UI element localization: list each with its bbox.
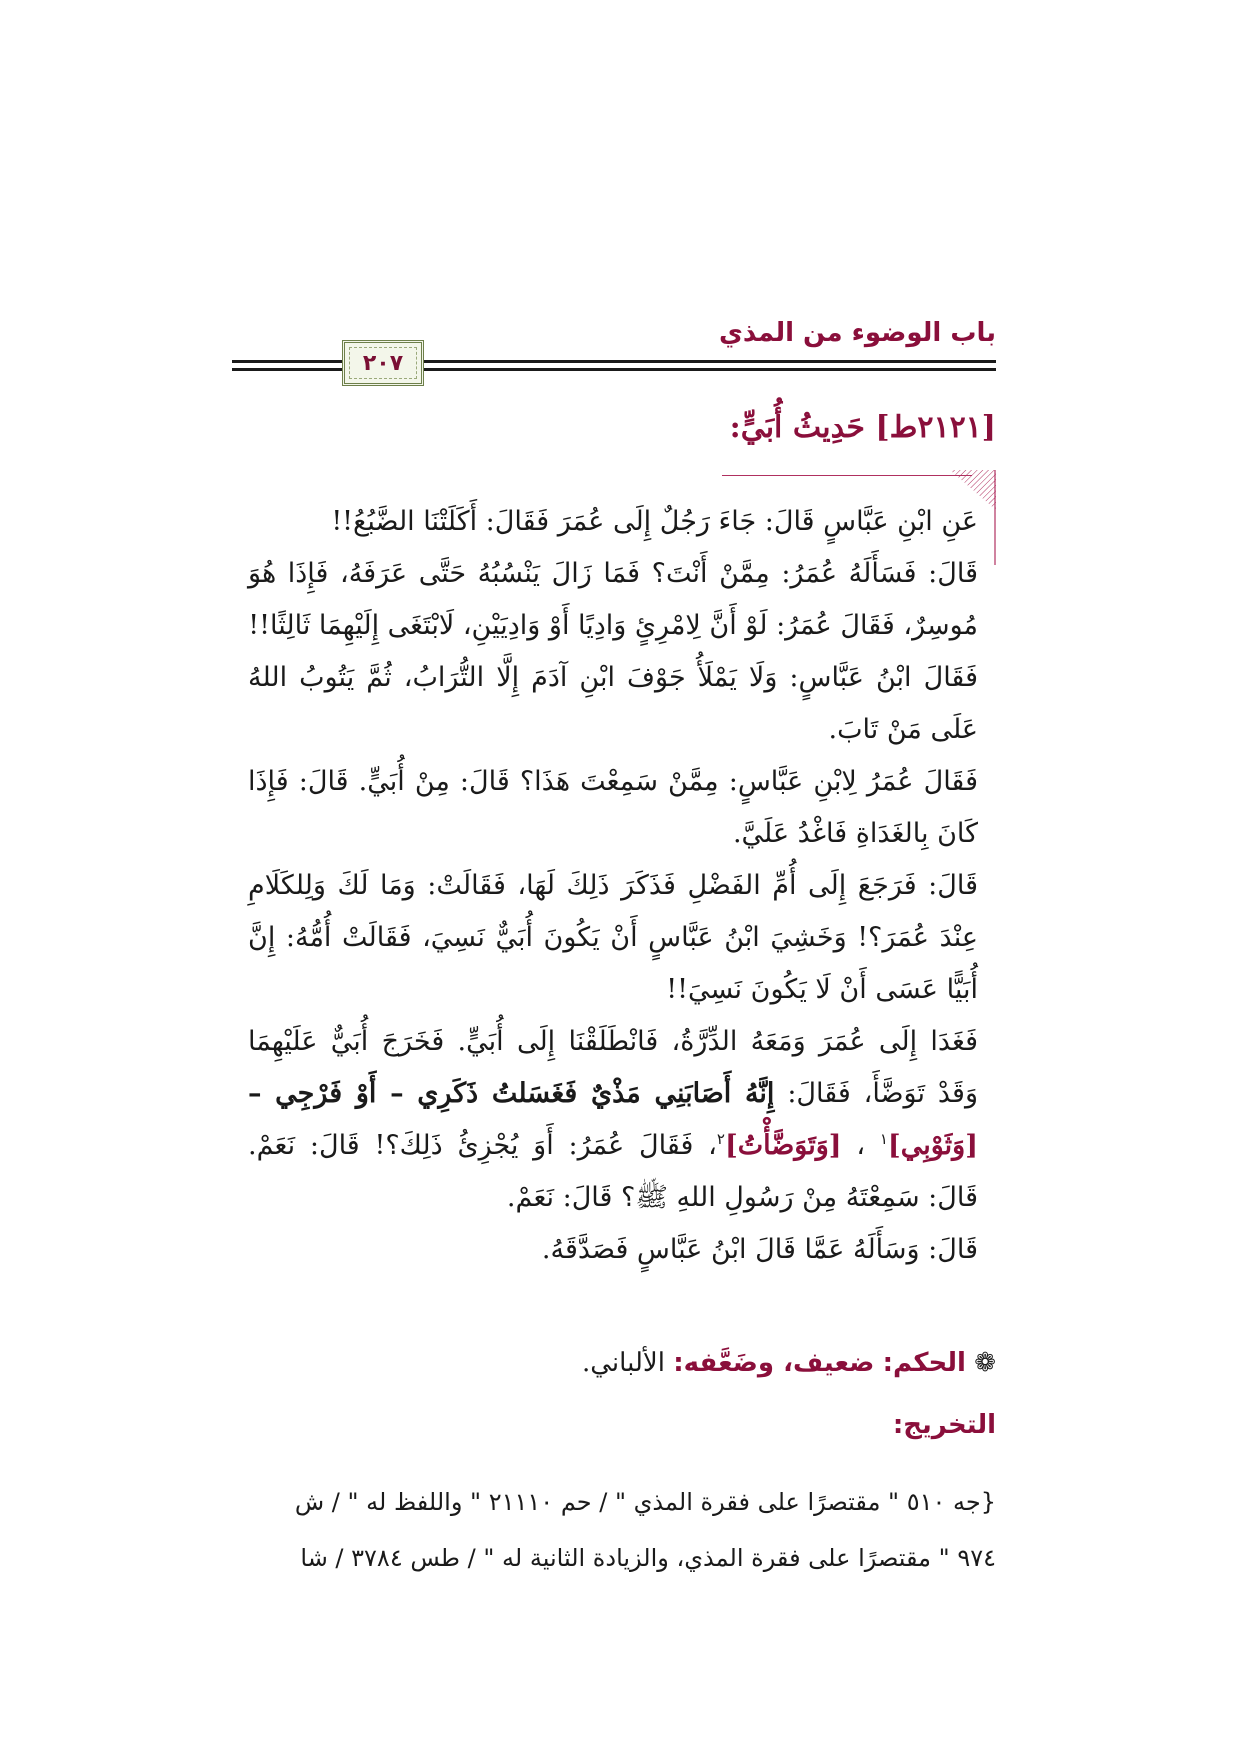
paragraph: قَالَ: فَرَجَعَ إِلَى أُمِّ الفَضْلِ فَذَكَرَ ذَلِكَ لَهَا، فَقَالَتْ: وَمَا لَكَ وَلِلكَلَامِ عِنْدَ عُمَرَ؟! وَخَشِيَ ابْنُ عَبَّاسٍ أَنْ يَكُونَ أُبَيٌّ نَسِيَ، فَقَالَتْ أُمُّهُ: إِنَّ أُبَيًّا عَسَى أَنْ لَا يَكُونَ نَسِيَ!! <box>248 870 978 1005</box>
footnote-ref[interactable]: ١ <box>879 1130 888 1148</box>
paragraph: قَالَ: وَسَأَلَهُ عَمَّا قَالَ ابْنُ عَبَّاسٍ فَصَدَّقَهُ. <box>541 1234 978 1265</box>
ruling-authority: الألباني. <box>582 1348 665 1378</box>
takhrij-line: ٩٧٤ " مقتصرًا على فقرة المذي، والزيادة الثانية له " / طس ٣٧٨٤ / شا <box>300 1544 996 1572</box>
hadith-heading <box>730 410 996 445</box>
hadith-number: [٢١٢١ط] <box>875 410 996 445</box>
header-rule-left <box>232 360 342 363</box>
addition-bracket: [وَثَوْبِي] <box>887 1130 978 1161</box>
header-rule <box>424 368 996 371</box>
ruling-line <box>582 1348 996 1378</box>
paragraph: فَقَالَ عُمَرُ لِابْنِ عَبَّاسٍ: مِمَّنْ سَمِعْتَ هَذَا؟ قَالَ: مِنْ أُبَيٍّ. قَالَ: فَإِذَا كَانَ بِالغَدَاةِ فَاغْدُ عَلَيَّ. <box>248 766 978 849</box>
flower-ornament-icon: ❁ <box>974 1348 996 1378</box>
header-rule <box>424 360 996 363</box>
paragraph: فَقَالَ ابْنُ عَبَّاسٍ: وَلَا يَمْلَأُ جَوْفَ ابْنِ آدَمَ إِلَّا التُّرَابُ، ثُمَّ يَتُوبُ اللهُ عَلَى مَنْ تَابَ. <box>248 662 978 745</box>
text-span: ، فَقَالَ عُمَرُ: أَوَ يُجْزِئُ ذَلِكَ؟! قَالَ: نَعَمْ. قَالَ: سَمِعْتَهُ مِنْ رَسُولِ اللهِ ﷺ؟ قَالَ: نَعَمْ. <box>248 1130 978 1213</box>
page-number-badge <box>342 340 424 386</box>
hadith-title: حَدِيثُ أُبَيٍّ: <box>729 410 865 445</box>
addition-bracket: [وَتَوَضَّأْتُ] <box>724 1130 842 1161</box>
text-span: فَغَدَا إِلَى عُمَرَ وَمَعَهُ الدِّرَّةُ، فَانْطَلَقْنَا إِلَى أُبَيٍّ. فَخَرَجَ أُبَيٌّ عَلَيْهِمَا وَقَدْ تَوَضَّأَ، فَقَالَ: <box>248 1026 978 1109</box>
text-span: ، <box>856 1130 866 1161</box>
paragraph: قَالَ: فَسَأَلَهُ عُمَرُ: مِمَّنْ أَنْتَ؟ فَمَا زَالَ يَنْسُبُهُ حَتَّى عَرَفَهُ، فَإِذَا هُوَ مُوسِرٌ، فَقَالَ عُمَرُ: لَوْ أَنَّ لِامْرِئٍ وَادِيًا أَوْ وَادِيَيْنِ، لَابْتَغَى إِلَيْهِمَا ثَالِثًا!! <box>248 558 978 641</box>
takhrij-line: {جه ٥١٠ " مقتصرًا على فقرة المذي " / حم ٢١١١٠ " واللفظ له " / ش <box>294 1488 996 1516</box>
paragraph <box>248 1016 978 1224</box>
footnote-ref[interactable]: ٢ <box>716 1130 725 1148</box>
hadith-text <box>248 496 978 1276</box>
paragraph: عَنِ ابْنِ عَبَّاسٍ قَالَ: جَاءَ رَجُلٌ إِلَى عُمَرَ فَقَالَ: أَكَلَتْنَا الضَّبُعُ!! <box>331 506 978 537</box>
page-number: ٢٠٧ <box>362 350 404 376</box>
ruling-value: ضعيف، وضَعَّفه: <box>673 1348 875 1378</box>
takhrij-title: التخريج: <box>892 1410 996 1440</box>
quoted-statement: إِنَّهُ أَصَابَنِي مَذْيٌ فَغَسَلتُ ذَكَرِي – أَوْ فَرْجِي – <box>248 1078 775 1109</box>
running-title: باب الوضوء من المذي <box>719 318 996 348</box>
header-rule-left <box>232 368 342 371</box>
ruling-label: الحكم: <box>882 1348 966 1378</box>
takhrij-text <box>236 1474 996 1586</box>
